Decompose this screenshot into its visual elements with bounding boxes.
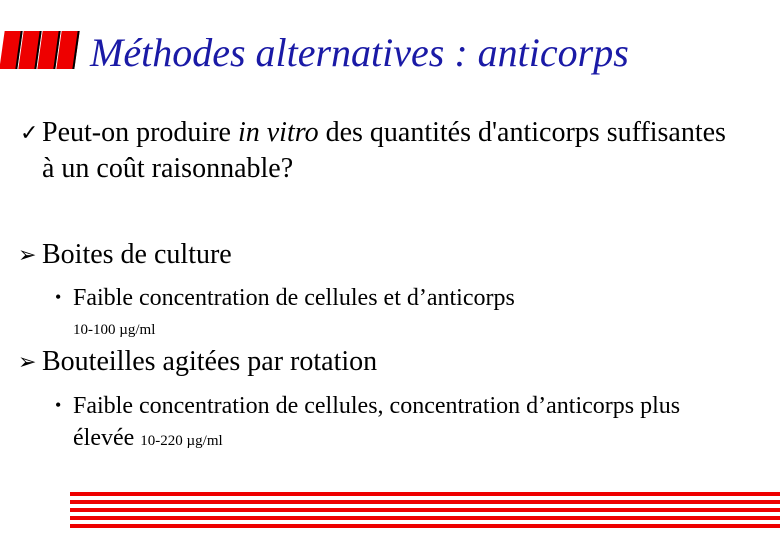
red-stripes-decoration xyxy=(70,492,780,528)
arrowhead-icon: ➢ xyxy=(18,349,37,374)
stripe xyxy=(70,492,780,496)
concentration-value-2: 10-100 µg/ml xyxy=(73,322,156,338)
bullet-dot-icon: • xyxy=(55,287,62,307)
concentration-value-3: 10-220 µg/ml xyxy=(140,433,223,449)
stripe xyxy=(70,508,780,512)
stripe xyxy=(70,524,780,528)
sub-bullet-text-3: Faible concentration de cellules, concentration d’anticorps plus élevée 10-220 µg/ml xyxy=(73,393,681,451)
checkmark-icon: ✓ xyxy=(20,120,39,145)
bullet-text-1: Peut-on produire in vitro des quantités d'anticorps suffisantes à un coût raisonnable? xyxy=(42,117,726,184)
logo-divider xyxy=(0,78,82,82)
bullet-text-2: Boites de culture xyxy=(42,239,232,270)
red-bars-logo xyxy=(0,31,80,71)
logo-bar xyxy=(56,31,79,69)
arrowhead-icon: ➢ xyxy=(18,242,37,267)
bullet-text-3: Bouteilles agitées par rotation xyxy=(42,346,378,377)
stripe xyxy=(70,516,780,520)
slide-title: Méthodes alternatives : anticorps xyxy=(90,30,629,75)
sub-bullet-text-2: Faible concentration de cellules et d’anticorps xyxy=(73,285,515,311)
bullet-dot-icon: • xyxy=(55,395,62,415)
stripe xyxy=(70,500,780,504)
